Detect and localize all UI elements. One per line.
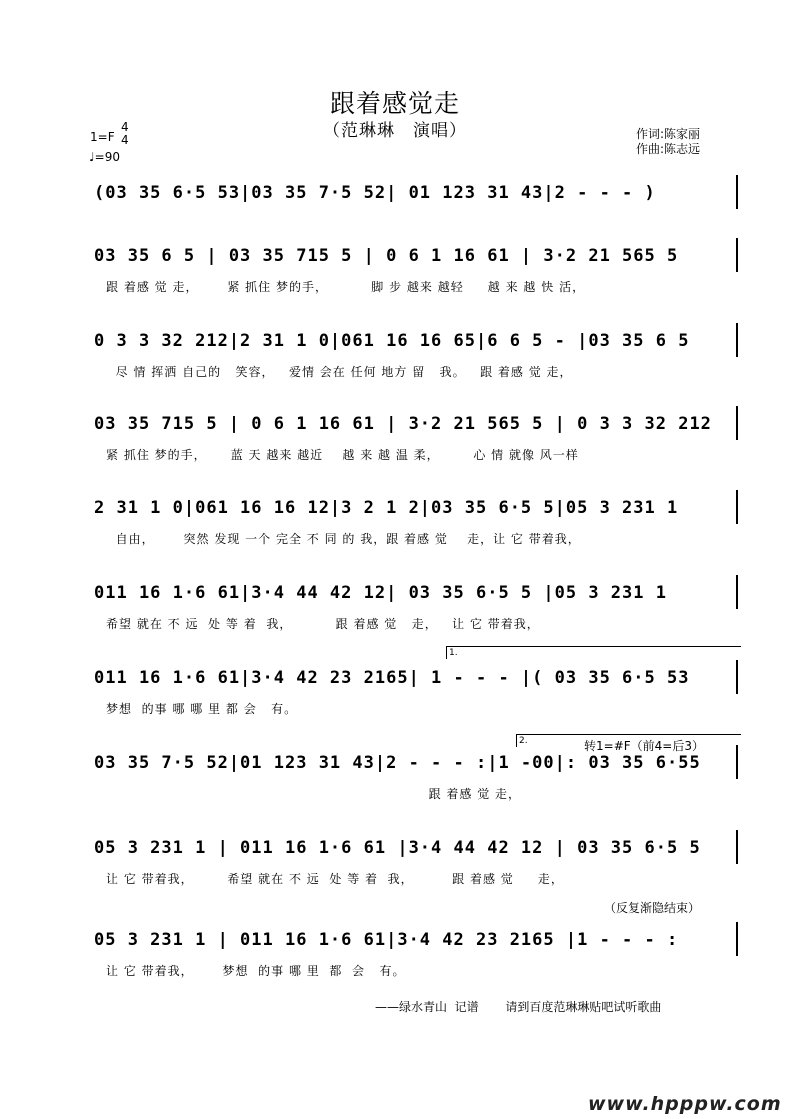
lyricist: 作词:陈家丽 [636,127,701,141]
performer: （范琳琳 演唱） [323,121,467,141]
notation-line: (03 35 6·5 53|03 35 7·5 52| 01 123 31 43|2 - - - ) [94,183,656,203]
barline-end [736,406,738,440]
score-row [90,930,740,1000]
score-row [90,331,740,401]
time-top: 4 [121,120,129,134]
barline-end [736,323,738,357]
lyric-line: 跟 着感 觉 走， [106,787,522,801]
score-row [90,183,740,253]
barline-end [736,238,738,272]
watermark: www.hpppw.com [588,1093,782,1115]
barline-end [736,660,738,694]
score-row [90,668,740,738]
notation-line: 03 35 715 5 | 0 6 1 16 61 | 3·2 21 565 5 | 0 3 3 32 212 [94,414,712,434]
lyric-line: 紧 抓住 梦的手， 蓝 天 越来 越近 越 来 越 温 柔， 心 情 就像 风一样 [106,448,579,462]
notation-line: 05 3 231 1 | 011 16 1·6 61|3·4 42 23 2165 |1 - - - : [94,930,679,950]
score-row [90,583,740,653]
notation-line: 03 35 7·5 52|01 123 31 43|2 - - - :|1 -00|: 03 35 6·55 [94,753,701,773]
lyric-line: 让 它 带着我， 梦想 的事 哪 里 都 会 有。 [106,964,406,978]
ending-instruction: （反复渐隐结束） [604,901,701,915]
score-row [90,753,740,823]
score-row [90,498,740,568]
notation-line: 011 16 1·6 61|3·4 44 42 12| 03 35 6·5 5 |05 3 231 1 [94,583,667,603]
credits [636,127,700,157]
volta-1: 1. [446,646,741,659]
barline-end [736,745,738,779]
transcriber-footer: ——绿水青山 记谱 请到百度范琳琳贴吧试听歌曲 [375,1000,662,1014]
lyric-line: 让 它 带着我， 希望 就在 不 远 处 等 着 我， 跟 着感 觉 走， [106,872,564,886]
key-signature: 1=F [90,130,115,144]
score-row [90,414,740,484]
barline-end [736,490,738,524]
score-row [90,838,740,908]
notation-line: 011 16 1·6 61|3·4 42 23 2165| 1 - - - |( 03 35 6·5 53 [94,668,690,688]
lyric-line: 尽 情 挥洒 自己的 笑容， 爱情 会在 任何 地方 留 我。 跟 着感 觉 走， [106,365,573,379]
composer: 作曲:陈志远 [636,142,701,156]
barline-end [736,922,738,956]
barline-end [736,575,738,609]
score-row [90,246,740,316]
notation-line: 05 3 231 1 | 011 16 1·6 61 |3·4 44 42 12 | 03 35 6·5 5 [94,838,701,858]
lyric-line: 跟 着感 觉 走， 紧 抓住 梦的手， 脚 步 越来 越轻 越 来 越 快 活， [106,280,586,294]
notation-line: 0 3 3 32 212|2 31 1 0|061 16 16 65|6 6 5 - |03 35 6 5 [94,331,690,351]
volta-2: 2. [516,734,741,747]
modulation-marking: 转1=#F（前4=后3） [584,739,704,753]
lyric-line: 自由， 突然 发现 一个 完全 不 同 的 我，跟 着感 觉 走，让 它 带着我， [106,532,581,546]
barline-end [736,175,738,209]
barline-end [736,830,738,864]
song-title: 跟着感觉走 [329,89,460,118]
lyric-line: 希望 就在 不 远 处 等 着 我， 跟 着感 觉 走， 让 它 带着我， [106,617,540,631]
tempo-marking: ♩=90 [89,150,120,164]
time-signature [121,121,129,147]
notation-line: 2 31 1 0|061 16 16 12|3 2 1 2|03 35 6·5 5|05 3 231 1 [94,498,679,518]
time-bottom: 4 [121,133,129,147]
lyric-line: 梦想 的事 哪 哪 里 都 会 有。 [106,702,298,716]
notation-line: 03 35 6 5 | 03 35 715 5 | 0 6 1 16 61 | 3·2 21 565 5 [94,246,679,266]
